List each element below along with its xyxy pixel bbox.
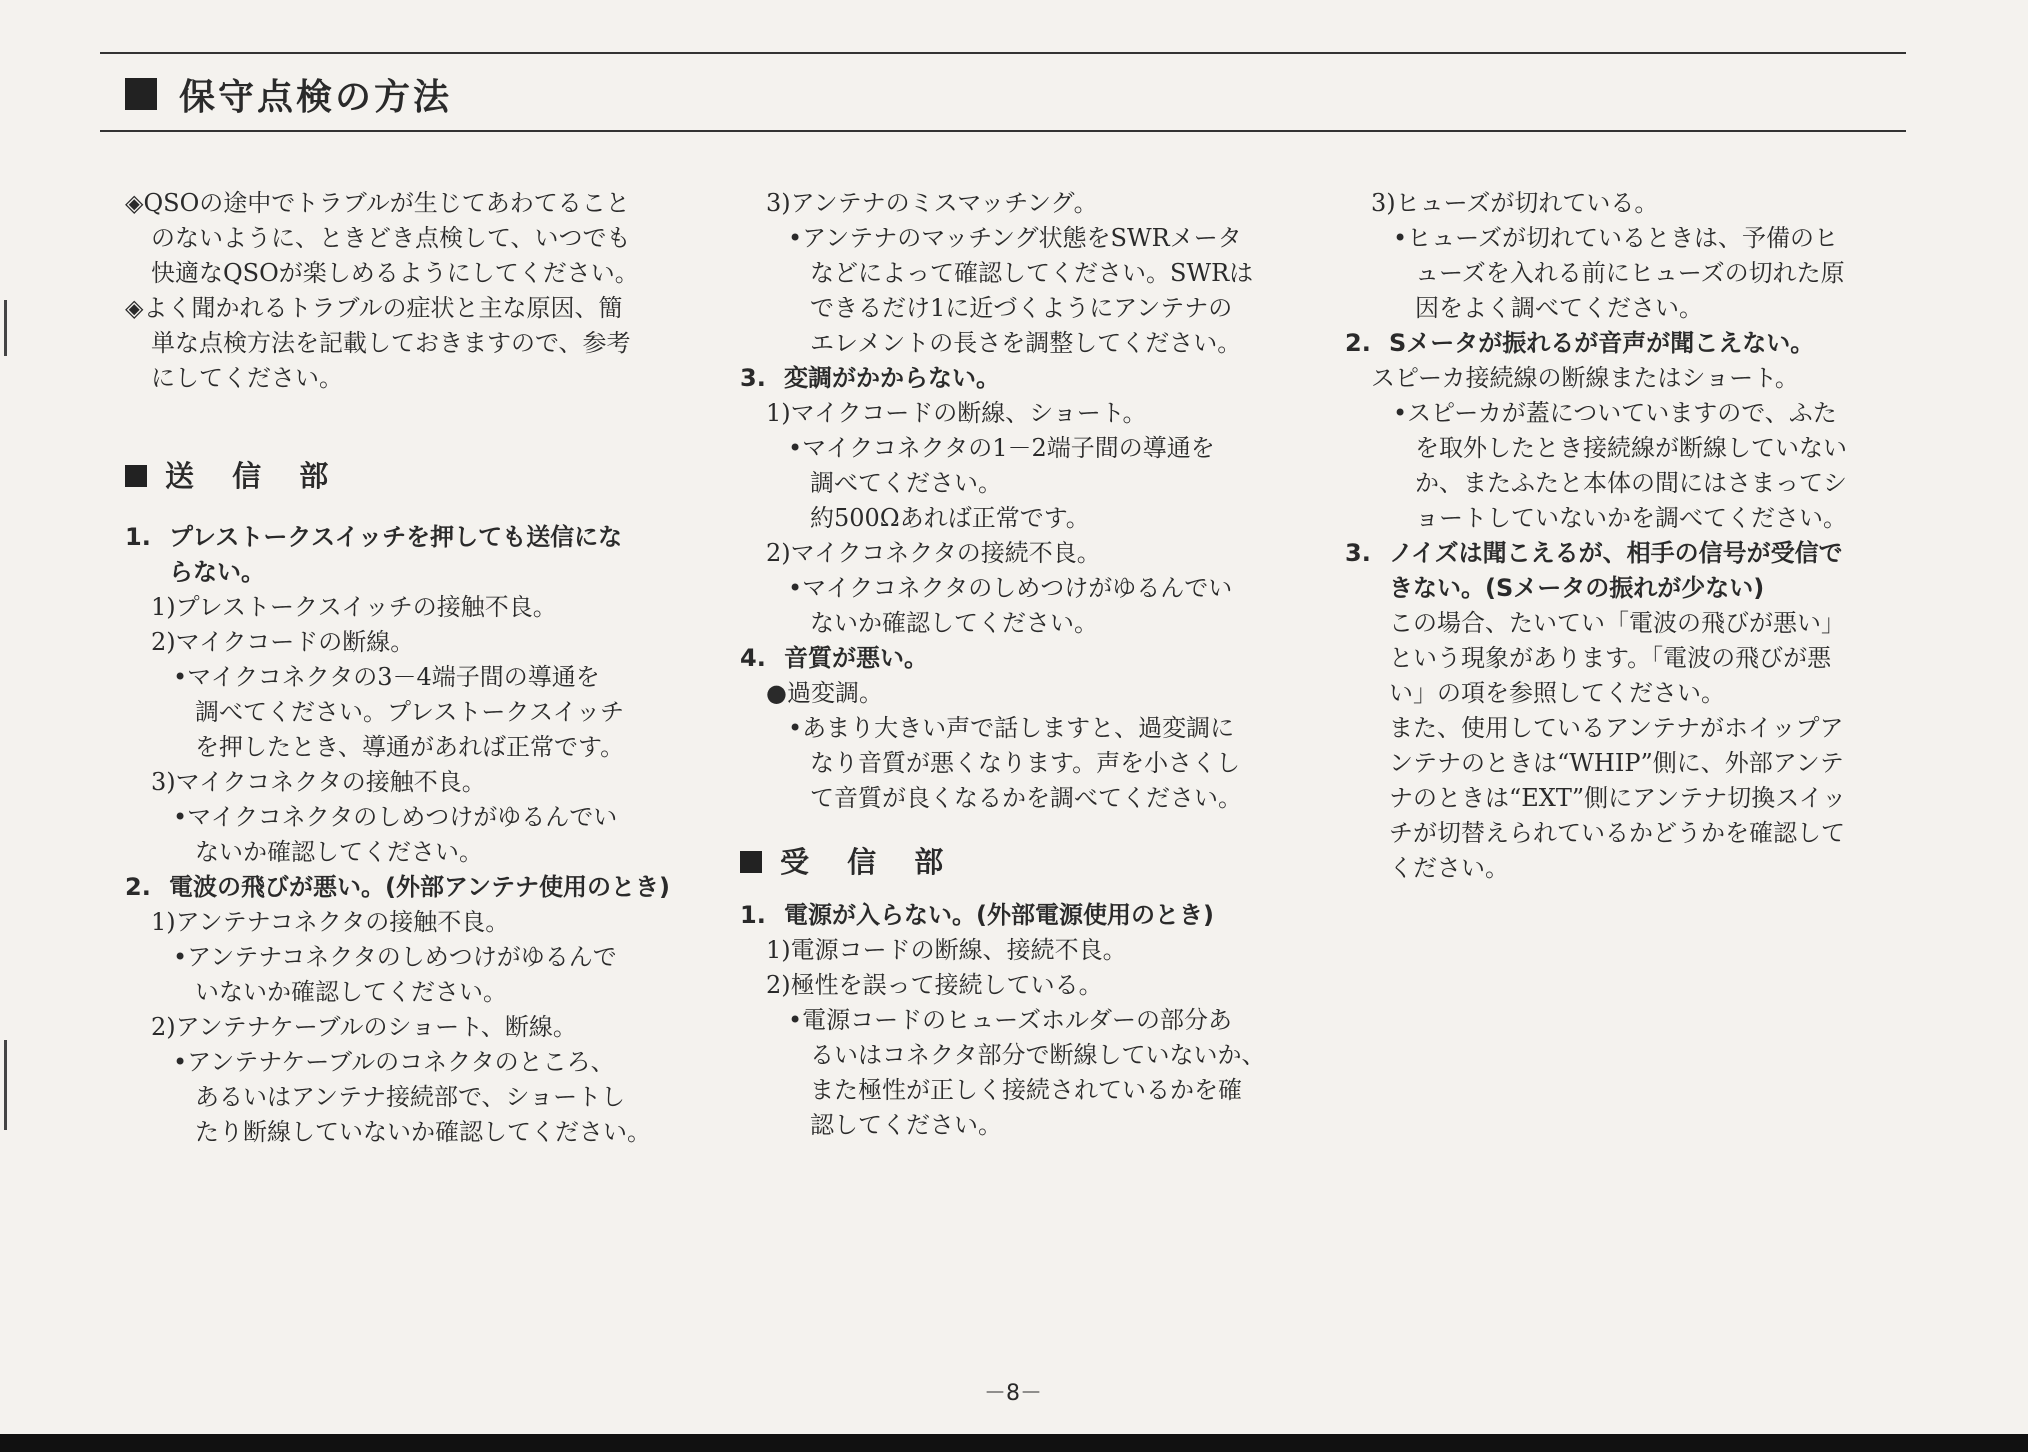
- remedy-line: •あまり大きい声で話しますと、過変調に: [788, 714, 1235, 742]
- cause-item: 2)極性を誤って接続している。: [766, 971, 1103, 999]
- page-bottom-edge: [0, 1434, 2028, 1452]
- remedy-line: •アンテナコネクタのしめつけがゆるんで: [173, 943, 617, 971]
- remedy-line: •アンテナケーブルのコネクタのところ、: [173, 1048, 615, 1076]
- problem-title: 1. 電源が入らない。(外部電源使用のとき): [740, 901, 1214, 929]
- body-line: という現象があります。「電波の飛びが悪: [1389, 644, 1832, 672]
- remedy-line: などによって確認してください。SWRは: [810, 259, 1254, 287]
- binding-mark: [4, 1040, 7, 1130]
- problem-title: 1. プレストークスイッチを押しても送信にな: [125, 523, 623, 551]
- remedy-line: •マイクコネクタの3－4端子間の導通を: [173, 663, 600, 691]
- body-line: ください。: [1389, 854, 1509, 882]
- remedy-line: 調べてください。プレストークスイッチ: [195, 698, 625, 726]
- remedy-line: ないか確認してください。: [810, 609, 1098, 637]
- section-heading-receive: 受 信 部: [740, 840, 1280, 884]
- header-rule-bottom: [100, 130, 1906, 132]
- body-line: ンテナのときは“WHIP”側に、外部アンテ: [1389, 749, 1844, 777]
- section-square-icon: [125, 465, 147, 487]
- cause-item: 1)電源コードの断線、接続不良。: [766, 936, 1127, 964]
- remedy-line: ないか確認してください。: [195, 838, 483, 866]
- body-line: い」の項を参照してください。: [1389, 679, 1725, 707]
- column-1: [125, 186, 670, 1150]
- column-3: [1345, 186, 1905, 886]
- header-rule-top: [100, 52, 1906, 54]
- remedy-line: なり音質が悪くなります。声を小さくし: [810, 749, 1241, 777]
- remedy-line: 約500Ωあれば正常です。: [810, 504, 1090, 532]
- remedy-line: るいはコネクタ部分で断線していないか、: [810, 1041, 1266, 1069]
- cause-item: ●過変調。: [766, 679, 883, 707]
- problem-title: 2. Sメータが振れるが音声が聞こえない。: [1345, 329, 1815, 357]
- cause-item: 1)マイクコードの断線、ショート。: [766, 399, 1147, 427]
- remedy-line: •ヒューズが切れているときは、予備のヒ: [1393, 224, 1838, 252]
- column-2: [740, 186, 1280, 1143]
- problem-title: 2. 電波の飛びが悪い。(外部アンテナ使用のとき): [125, 873, 670, 901]
- remedy-line: •マイクコネクタのしめつけがゆるんでい: [173, 803, 618, 831]
- intro-line: 単な点検方法を記載しておきますので、参考: [151, 329, 631, 357]
- cause-item: 3)マイクコネクタの接触不良。: [151, 768, 486, 796]
- remedy-line: 因をよく調べてください。: [1415, 294, 1703, 322]
- body-line: この場合、たいてい「電波の飛びが悪い」: [1389, 609, 1845, 637]
- page-title-text: 保守点検の方法: [179, 76, 453, 118]
- cause-item: スピーカ接続線の断線またはショート。: [1371, 364, 1799, 392]
- intro-line: にしてください。: [151, 364, 343, 392]
- remedy-line: あるいはアンテナ接続部で、ショートし: [195, 1083, 626, 1111]
- section-heading-transmit: 送 信 部: [125, 454, 665, 498]
- cause-item: 2)マイクコネクタの接続不良。: [766, 539, 1101, 567]
- remedy-line: ューズを入れる前にヒューズの切れた原: [1415, 259, 1845, 287]
- remedy-line: •電源コードのヒューズホルダーの部分あ: [788, 1006, 1232, 1034]
- remedy-line: いないか確認してください。: [195, 978, 507, 1006]
- page-number: －8－: [984, 1381, 1042, 1406]
- body-line: チが切替えられているかどうかを確認して: [1389, 819, 1845, 847]
- remedy-line: また極性が正しく接続されているかを確: [810, 1076, 1242, 1104]
- cause-item: 3)ヒューズが切れている。: [1371, 189, 1659, 217]
- remedy-line: か、またふたと本体の間にはさまってシ: [1415, 469, 1847, 497]
- remedy-line: 認してください。: [810, 1111, 1002, 1139]
- body-line: ナのときは“EXT”側にアンテナ切換スイッ: [1389, 784, 1847, 812]
- remedy-line: ョートしていないかを調べてください。: [1415, 504, 1847, 532]
- cause-item: 3)アンテナのミスマッチング。: [766, 189, 1098, 217]
- intro-line: ◈よく聞かれるトラブルの症状と主な原因、簡: [125, 294, 623, 322]
- remedy-line: を押したとき、導通があれば正常です。: [195, 733, 625, 761]
- section-square-icon: [740, 851, 762, 873]
- remedy-line: •アンテナのマッチング状態をSWRメータ: [788, 224, 1242, 252]
- problem-title-cont: きない。(Sメータの振れが少ない): [1389, 574, 1765, 602]
- intro-line: のないように、ときどき点検して、いつでも: [151, 224, 631, 252]
- remedy-line: て音質が良くなるかを調べてください。: [810, 784, 1242, 812]
- remedy-line: •マイクコネクタのしめつけがゆるんでい: [788, 574, 1233, 602]
- remedy-line: できるだけ1に近づくようにアンテナの: [810, 294, 1233, 322]
- remedy-line: •マイクコネクタの1－2端子間の導通を: [788, 434, 1215, 462]
- problem-title: 3. ノイズは聞こえるが、相手の信号が受信で: [1345, 539, 1843, 567]
- cause-item: 1)アンテナコネクタの接触不良。: [151, 908, 510, 936]
- remedy-line: エレメントの長さを調整してください。: [810, 329, 1242, 357]
- title-square-icon: [125, 78, 157, 110]
- binding-mark: [4, 300, 7, 356]
- remedy-line: •スピーカが蓋についていますので、ふた: [1393, 399, 1837, 427]
- remedy-line: 調べてください。: [810, 469, 1002, 497]
- body-line: また、使用しているアンテナがホイップア: [1389, 714, 1844, 742]
- remedy-line: たり断線していないか確認してください。: [195, 1118, 651, 1146]
- problem-title: 3. 変調がかからない。: [740, 364, 1000, 392]
- remedy-line: を取外したとき接続線が断線していない: [1415, 434, 1847, 462]
- intro-line: 快適なQSOが楽しめるようにしてください。: [151, 259, 639, 287]
- problem-title: 4. 音質が悪い。: [740, 644, 928, 672]
- cause-item: 2)アンテナケーブルのショート、断線。: [151, 1013, 577, 1041]
- cause-item: 1)プレストークスイッチの接触不良。: [151, 593, 557, 621]
- page-title: [125, 70, 452, 118]
- problem-title-cont: らない。: [169, 558, 265, 586]
- cause-item: 2)マイクコードの断線。: [151, 628, 415, 656]
- intro-line: ◈QSOの途中でトラブルが生じてあわてること: [125, 189, 630, 217]
